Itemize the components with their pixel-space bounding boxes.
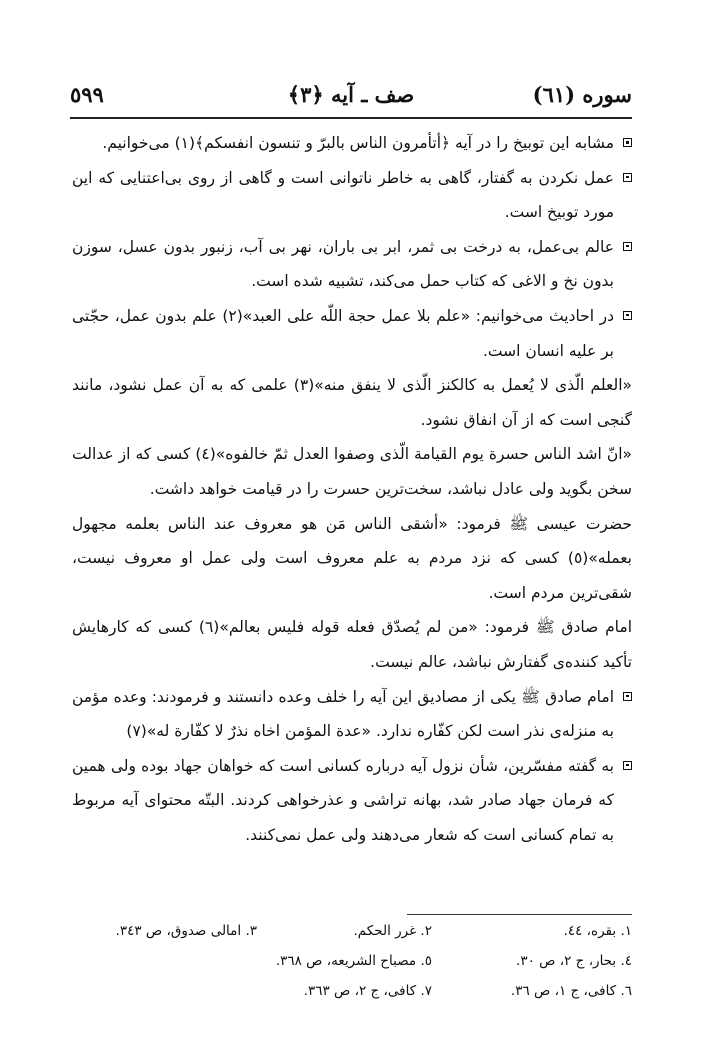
square-bullet-icon [623,242,632,251]
square-bullet-icon [623,692,632,701]
square-bullet-icon [623,138,632,147]
footnote: ٢. غرر الحکم. [353,923,432,939]
page-header [70,82,632,116]
paragraph: به گفته مفسّرین، شأن نزول آیه درباره کسانی است که خواهان جهاد بوده ولی همین که فرمان جهاد صادر شد، بهانه تراشی و عذرخواهی کردند. البتّه محتوای آیه مربوط به تمام کسانی است که شعار می‌دهند ولی عمل نمی‌کنند. [72,749,632,853]
footnote: ٤. بحار، ج ٢، ص ٣٠. [516,953,632,969]
square-bullet-icon [623,173,632,182]
paragraph: مشابه این توبیخ را در آیه ﴿أتأمرون الناس بالبرّ و تنسون انفسکم﴾(١) می‌خوانیم. [72,126,632,161]
footnotes [72,923,632,1013]
page-title: صف ـ آیه ﴿٣﴾ [287,82,415,107]
square-bullet-icon [623,311,632,320]
body-text [72,126,632,852]
surah-label: سوره (٦١) [532,82,632,107]
paragraph: حضرت عیسی ﷺ فرمود: «أشقی الناس مَن هو معروف عند الناس بعلمه مجهول بعمله»(٥) کسی که نزد مردم به علم معروف است ولی عمل او معروف نیست، شقی‌ترین مردم است. [72,514,632,602]
footnote: ٣. امالی صدوق، ص ٣٤٣. [115,923,257,939]
footnote-divider [407,914,632,915]
header-divider [70,117,632,119]
paragraph: «انّ اشد الناس حسرة یوم القیامة الّذی وصفوا العدل ثمّ خالفوه»(٤) کسی که از عدالت سخن بگوید ولی عادل نباشد، سخت‌ترین حسرت را در قیامت خواهد داشت. [72,445,633,498]
paragraph: عمل نکردن به گفتار، گاهی به خاطر ناتوانی است و گاهی از روی بی‌اعتنایی که این مورد توبیخ است. [72,161,632,230]
footnote: ٧. کافی، ج ٢، ص ٣٦٣. [303,983,432,999]
footnote: ٦. کافی، ج ١، ص ٣٦. [510,983,632,999]
paragraph: «العلم الّذی لا یُعمل به کالکنز الّذی لا ینفق منه»(٣) علمی که به آن عمل نشود، مانند گنجی است که از آن انفاق نشود. [72,376,632,429]
footnote: ١. بقره، ٤٤. [563,923,632,939]
footnote: ٥. مصباح الشریعه، ص ٣٦٨. [275,953,432,969]
square-bullet-icon [623,761,632,770]
paragraph: در احادیث می‌خوانیم: «علم بلا عمل حجة اللّه علی العبد»(٢) علم بدون عمل، حجّتی بر علیه انسان است. [72,299,632,368]
page-number: ٥٩٩ [70,82,104,107]
paragraph: امام صادق ﷺ فرمود: «من لم یُصدّق فعله قوله فلیس بعالم»(٦) کسی که کارهایش تأکید کننده‌ی گفتارش نباشد، عالم نیست. [72,618,633,671]
paragraph: امام صادق ﷺ یکی از مصادیق این آیه را خلف وعده دانستند و فرمودند: وعده مؤمن به منزله‌ی نذر است لکن کفّاره ندارد. «عدة المؤمن اخاه نذرٌ لا کفّارة له»(٧) [72,680,632,749]
paragraph: عالم بی‌عمل، به درخت بی ثمر، ابر بی باران، نهر بی آب، زنبور بدون عسل، سوزن بدون نخ و الاغی که کتاب حمل می‌کند، تشبیه شده است. [72,230,632,299]
footnote-row [72,983,632,1013]
footnote-row [72,953,632,983]
footnote-row [72,923,632,953]
